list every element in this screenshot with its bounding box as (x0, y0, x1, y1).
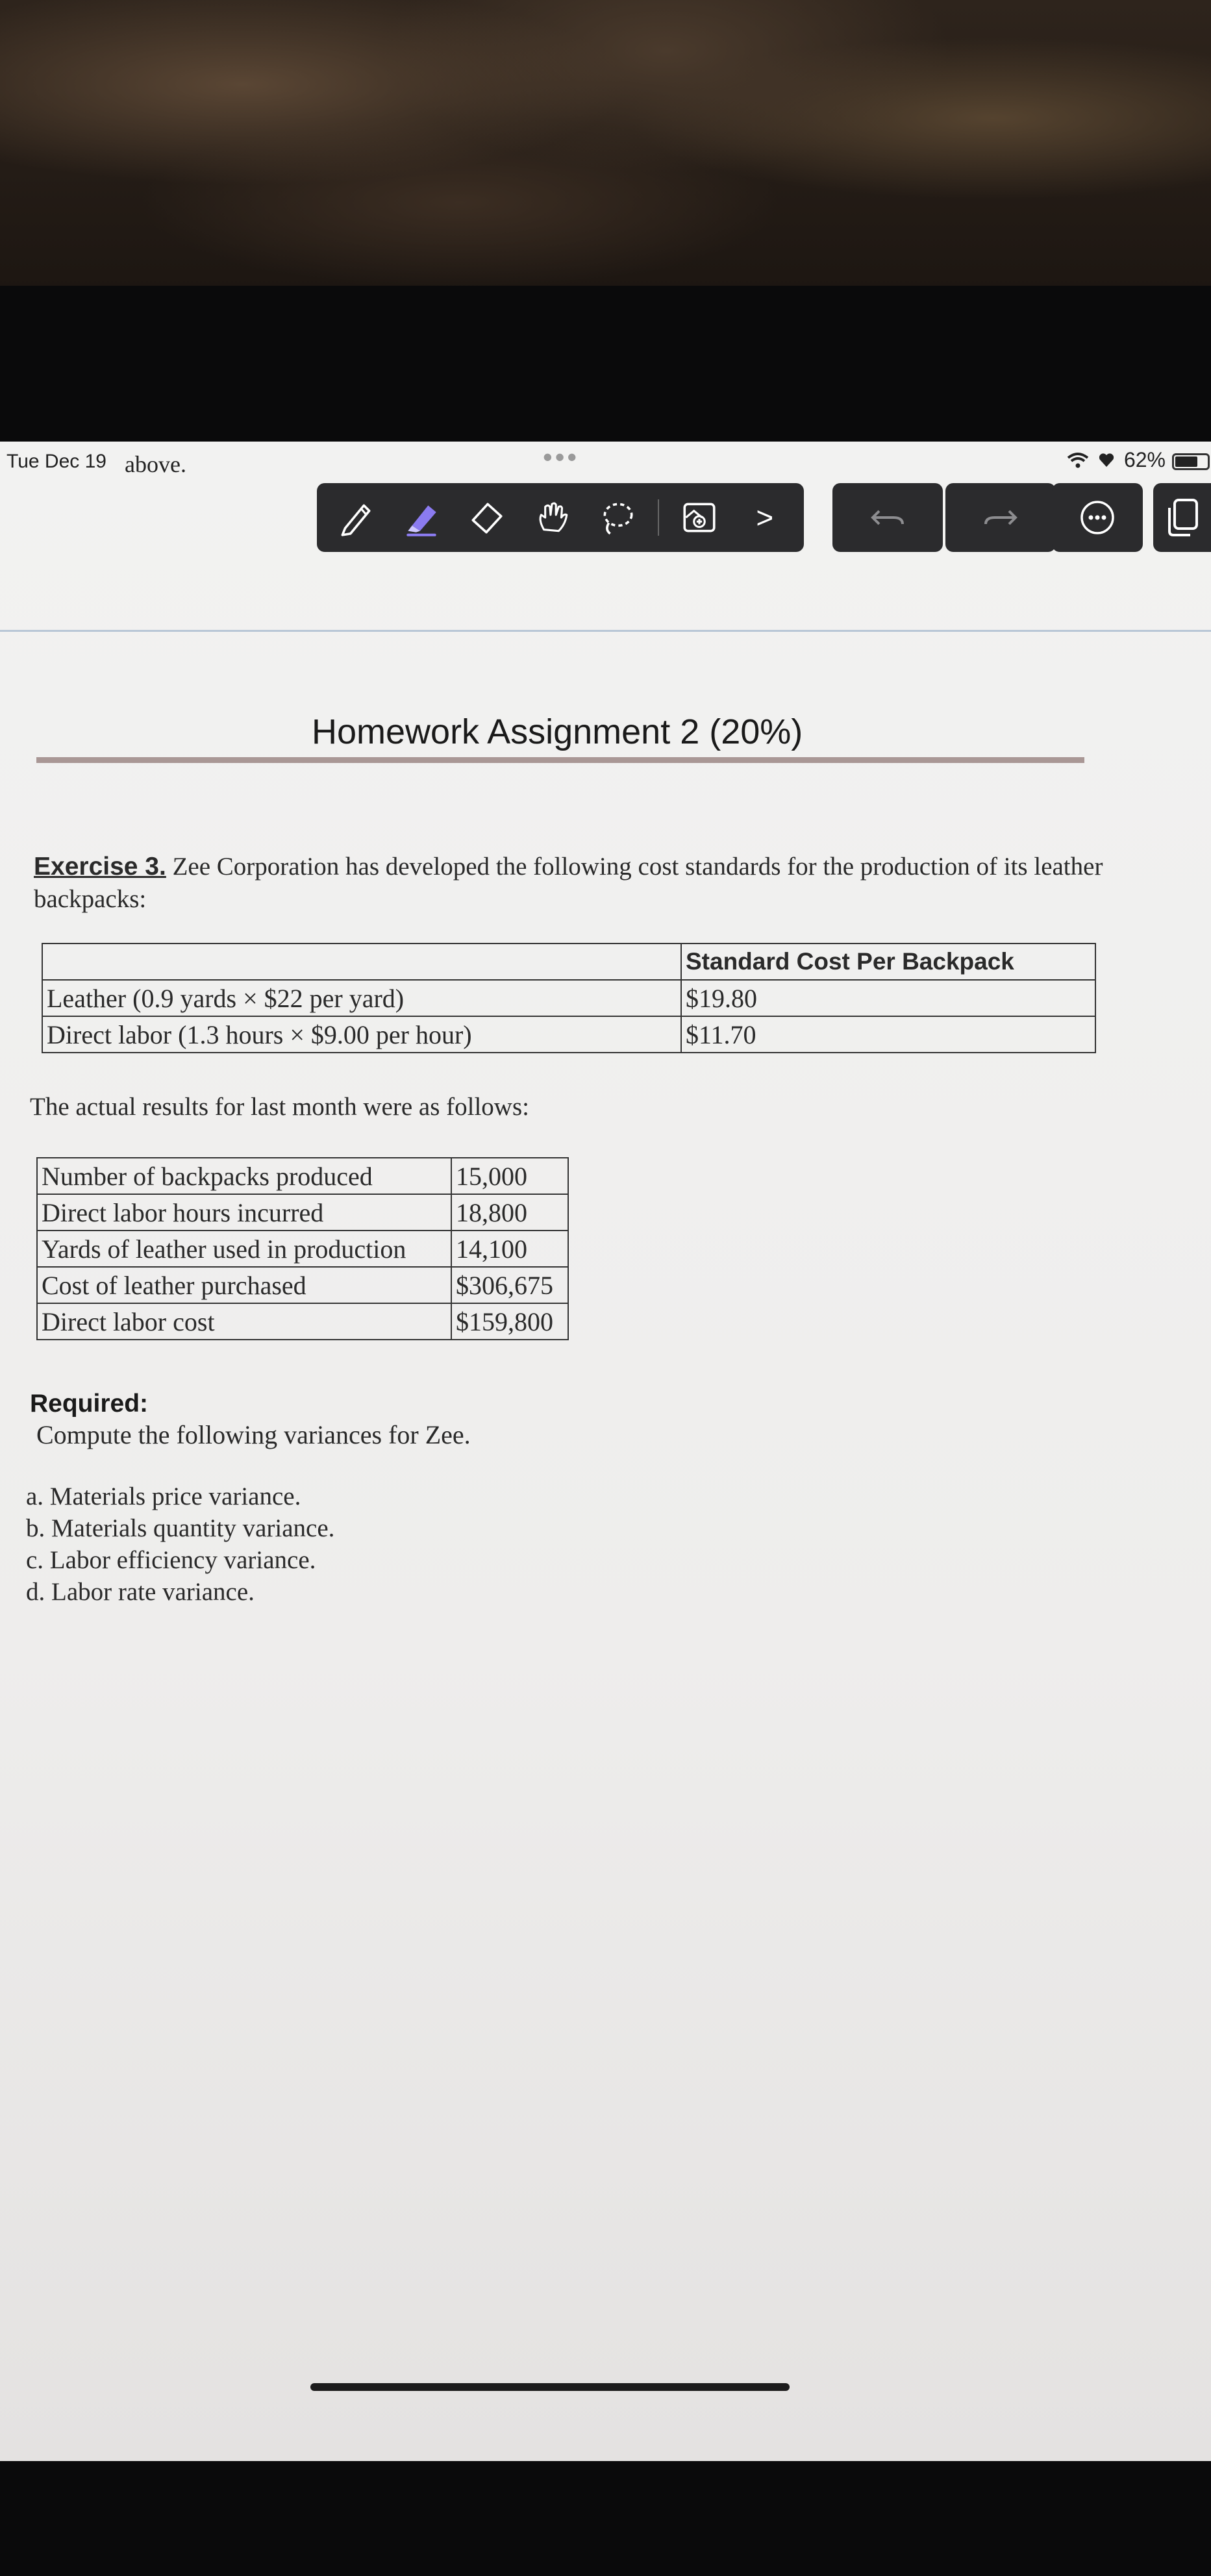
redo-button[interactable] (945, 483, 1056, 552)
battery-icon (1172, 453, 1210, 470)
image-insert-icon[interactable] (675, 493, 724, 542)
table-cell: Leather (0.9 yards × $22 per yard) (42, 980, 681, 1016)
exercise-label: Exercise 3. (34, 853, 166, 881)
heart-icon (1098, 453, 1115, 468)
chevron-right-icon[interactable] (740, 493, 790, 542)
table-cell: Number of backpacks produced (37, 1158, 451, 1194)
list-item: c. Labor efficiency variance. (26, 1546, 316, 1574)
toolbar-separator (658, 499, 659, 536)
redo-icon (983, 505, 1018, 531)
table-row (37, 1194, 568, 1231)
table-cell: 15,000 (451, 1158, 568, 1194)
previous-page-fragment: above. (125, 451, 186, 477)
more-options-button[interactable] (1052, 483, 1143, 552)
list-item: a. Materials price variance. (26, 1482, 301, 1510)
required-items-list (26, 1481, 334, 1608)
table-cell: $159,800 (451, 1303, 568, 1340)
more-circle-icon (1078, 498, 1117, 537)
eraser-icon[interactable] (462, 493, 511, 542)
table-cell: 18,800 (451, 1194, 568, 1231)
table-header-blank (42, 944, 681, 980)
list-item: b. Materials quantity variance. (26, 1514, 335, 1542)
exercise-intro (34, 851, 1105, 916)
table-row (37, 1267, 568, 1303)
copy-button[interactable] (1153, 483, 1211, 552)
table-cell: $19.80 (681, 980, 1095, 1016)
required-text: Compute the following variances for Zee. (36, 1420, 471, 1449)
table-cell: $306,675 (451, 1267, 568, 1303)
required-label: Required: (30, 1390, 149, 1418)
toolbar-chevron: > (756, 501, 774, 534)
table-cell: Direct labor hours incurred (37, 1194, 451, 1231)
undo-icon (870, 505, 905, 531)
home-indicator[interactable] (310, 2383, 790, 2391)
device-bezel-bottom (0, 2461, 1211, 2576)
table-row (37, 1231, 568, 1267)
multitasking-dots[interactable]: ••• (543, 442, 580, 472)
table-header-row (42, 944, 1095, 980)
actual-results-intro: The actual results for last month were as follows: (30, 1093, 529, 1121)
table-row (42, 980, 1095, 1016)
annotation-toolbar (317, 483, 804, 552)
lasso-icon[interactable] (592, 493, 642, 542)
toolbar-divider (0, 630, 1211, 632)
standard-cost-table (42, 943, 1096, 1053)
table-header-standard-cost: Standard Cost Per Backpack (681, 944, 1095, 980)
tablet-screen (0, 442, 1211, 2461)
wifi-icon (1067, 452, 1089, 469)
table-cell: 14,100 (451, 1231, 568, 1267)
table-cell: Direct labor (1.3 hours × $9.00 per hour) (42, 1016, 681, 1053)
status-date: Tue Dec 19 (6, 451, 106, 472)
table-cell: Yards of leather used in production (37, 1231, 451, 1267)
table-row (37, 1303, 568, 1340)
undo-button[interactable] (832, 483, 943, 552)
battery-percent: 62% (1123, 448, 1166, 471)
device-bezel-top (0, 286, 1211, 442)
title-underline (36, 757, 1084, 763)
table-row (42, 1016, 1095, 1053)
exercise-text: Zee Corporation has developed the following cost standards for the production of its leather backpacks: (34, 853, 1103, 913)
pen-icon[interactable] (331, 493, 381, 542)
table-cell: $11.70 (681, 1016, 1095, 1053)
table-cell: Direct labor cost (37, 1303, 451, 1340)
hand-icon[interactable] (527, 493, 577, 542)
status-indicators (1067, 448, 1166, 472)
highlighter-icon[interactable] (397, 493, 446, 542)
list-item: d. Labor rate variance. (26, 1578, 255, 1606)
copy-icon (1164, 497, 1201, 538)
document-title: Homework Assignment 2 (20%) (312, 712, 803, 751)
table-row (37, 1158, 568, 1194)
actual-results-table (36, 1157, 569, 1340)
table-cell: Cost of leather purchased (37, 1267, 451, 1303)
